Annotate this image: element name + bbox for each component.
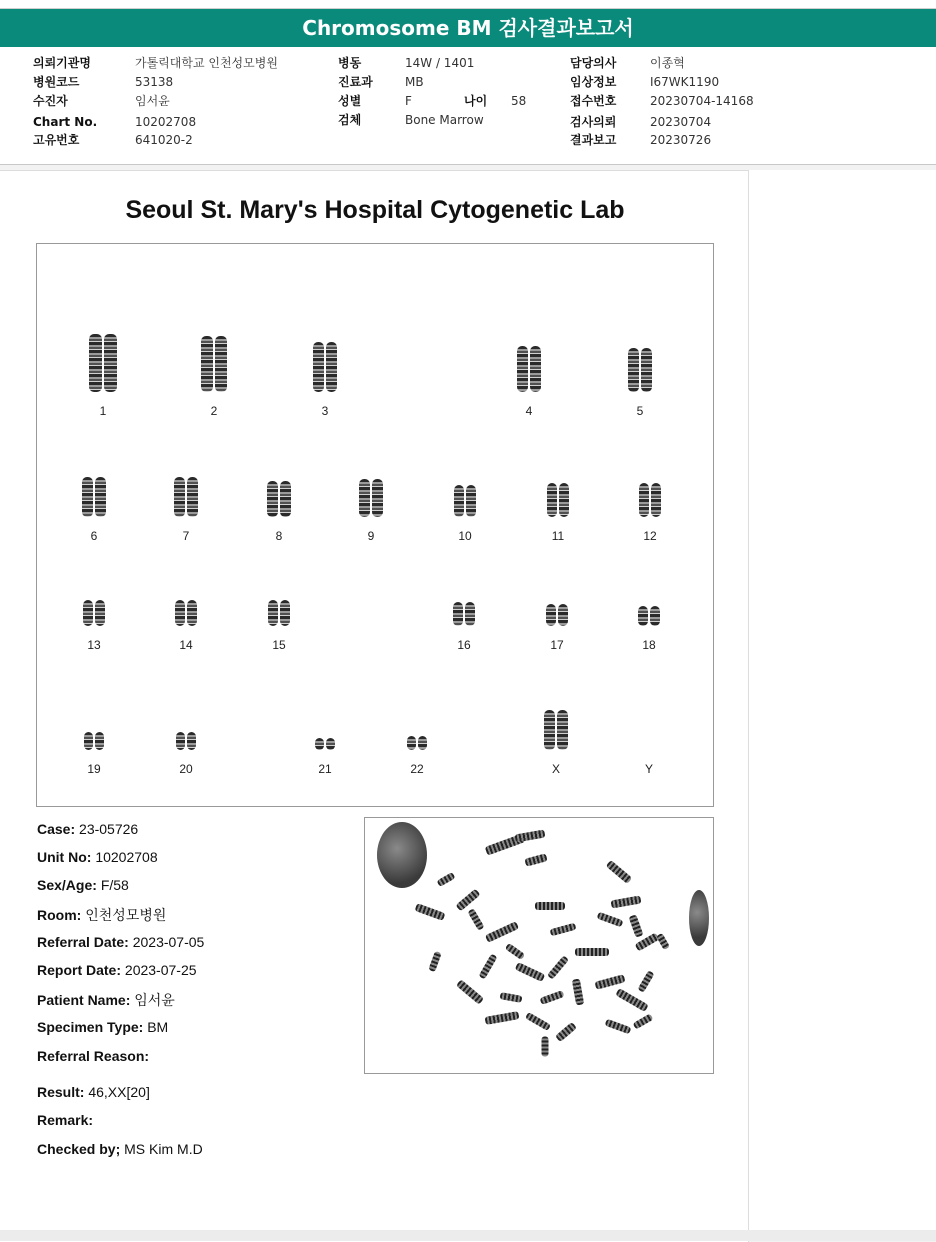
metaphase-chromosome <box>467 908 484 931</box>
chromosome-12-b <box>651 483 661 517</box>
patient-info-panel <box>0 47 936 165</box>
info-value: 58 <box>511 94 527 108</box>
info-row: 수진자 <box>33 94 68 108</box>
metaphase-chromosome <box>525 1012 551 1031</box>
chromosome-1-a <box>89 334 102 392</box>
bottom-edge <box>0 1230 936 1241</box>
chromosome-21-b <box>326 738 335 750</box>
top-edge <box>0 0 936 9</box>
metaphase-chromosome <box>542 1037 549 1057</box>
chromosome-5-a <box>628 348 639 392</box>
sex-age-field: Sex/Age: F/58 <box>37 877 129 893</box>
info-value: 20230704 <box>650 115 712 129</box>
chromosome-14-b <box>187 600 197 626</box>
chromosome-22-b <box>418 736 427 750</box>
chromosome-21-a <box>315 738 324 750</box>
chromosome-20-b <box>187 732 196 750</box>
chromosome-16-a <box>453 602 463 626</box>
info-value: I67WK1190 <box>650 75 720 89</box>
patient-name-field: Patient Name: 임서윤 <box>37 992 175 1008</box>
info-row: 병동 <box>338 56 362 70</box>
chromosome-8-b <box>280 481 291 517</box>
case-field: Case: 23-05726 <box>37 821 139 837</box>
chromosome-label: 9 <box>367 529 375 543</box>
chromosome-14-a <box>175 600 185 626</box>
referral-reason-field: Referral Reason: <box>37 1048 150 1064</box>
metaphase-chromosome <box>478 953 497 979</box>
metaphase-chromosome <box>572 979 584 1006</box>
metaphase-chromosome <box>633 1013 654 1029</box>
chromosome-label: 19 <box>87 762 101 776</box>
chromosome-label: 5 <box>636 404 644 418</box>
checked-by-field: Checked by; MS Kim M.D <box>37 1141 203 1157</box>
chromosome-label: 7 <box>182 529 190 543</box>
chromosome-7-a <box>174 477 185 517</box>
metaphase-chromosome <box>500 992 523 1003</box>
metaphase-chromosome <box>455 889 480 912</box>
metaphase-chromosome <box>436 872 455 887</box>
info-row: 검체 <box>338 113 362 127</box>
chromosome-3-a <box>313 342 324 392</box>
metaphase-chromosome <box>505 943 525 960</box>
info-value: 641020-2 <box>135 133 193 147</box>
chromosome-label: 15 <box>272 638 286 652</box>
info-row: 나이 <box>464 94 488 108</box>
info-value: F <box>405 94 412 108</box>
karyotype-panel <box>36 243 714 807</box>
chromosome-label: Y <box>644 762 653 776</box>
metaphase-chromosome <box>535 902 565 910</box>
chromosome-label: 18 <box>642 638 656 652</box>
metaphase-chromosome <box>628 914 643 937</box>
chromosome-6-a <box>82 477 93 517</box>
referral-date-field: Referral Date: 2023-07-05 <box>37 934 205 950</box>
result-field: Result: 46,XX[20] <box>37 1084 150 1100</box>
chromosome-10-a <box>454 485 464 517</box>
chromosome-label: 3 <box>321 404 329 418</box>
chromosome-label: 12 <box>643 529 657 543</box>
chromosome-18-a <box>638 606 648 626</box>
chromosome-label: 20 <box>179 762 193 776</box>
chromosome-18-b <box>650 606 660 626</box>
info-row: Chart No. <box>33 115 98 129</box>
chromosome-11-b <box>559 483 569 517</box>
chromosome-9-a <box>359 479 370 517</box>
metaphase-chromosome <box>485 921 519 943</box>
nucleus <box>689 890 709 946</box>
chromosome-19-b <box>95 732 104 750</box>
info-value: 10202708 <box>135 115 197 129</box>
metaphase-chromosome <box>656 933 670 950</box>
chromosome-17-a <box>546 604 556 626</box>
chromosome-label: 2 <box>210 404 218 418</box>
nucleus <box>377 822 427 888</box>
info-row <box>33 55 91 71</box>
metaphase-chromosome <box>605 1019 632 1034</box>
metaphase-chromosome <box>428 951 441 972</box>
info-row: 검사의뢰 <box>570 115 617 129</box>
chromosome-label: 14 <box>179 638 193 652</box>
info-row: 진료과 <box>338 75 373 89</box>
chromosome-label: 13 <box>87 638 101 652</box>
metaphase-chromosome <box>611 895 642 908</box>
info-row: 병원코드 <box>33 75 80 89</box>
chromosome-10-b <box>466 485 476 517</box>
room-field: Room: 인천성모병원 <box>37 907 167 923</box>
chromosome-6-b <box>95 477 106 517</box>
info-value: Bone Marrow <box>405 113 484 127</box>
chromosome-label: 17 <box>550 638 564 652</box>
chromosome-label: 16 <box>457 638 471 652</box>
metaphase-image <box>364 817 714 1074</box>
chromosome-17-b <box>558 604 568 626</box>
report-title: Chromosome BM 검사결과보고서 <box>302 16 634 40</box>
chromosome-x-a <box>544 710 555 750</box>
info-row: 성별 <box>338 94 362 108</box>
metaphase-chromosome <box>456 979 484 1004</box>
report-date-field: Report Date: 2023-07-25 <box>37 962 197 978</box>
info-row: 고유번호 <box>33 133 80 147</box>
chromosome-2-a <box>201 336 213 392</box>
metaphase-chromosome <box>547 955 569 979</box>
chromosome-12-a <box>639 483 649 517</box>
info-row: 결과보고 <box>570 133 617 147</box>
chromosome-x-b <box>557 710 568 750</box>
metaphase-chromosome <box>597 912 624 927</box>
metaphase-chromosome <box>485 1011 520 1025</box>
chromosome-16-b <box>465 602 475 626</box>
info-value: 20230704-14168 <box>650 94 754 108</box>
chromosome-label: 10 <box>458 529 472 543</box>
info-value: 14W / 1401 <box>405 56 475 70</box>
chromosome-5-b <box>641 348 652 392</box>
chromosome-label: 21 <box>318 762 332 776</box>
remark-field: Remark: <box>37 1112 94 1128</box>
lab-title: Seoul St. Mary's Hospital Cytogenetic Lab <box>125 196 625 224</box>
chromosome-label: 4 <box>525 404 533 418</box>
chromosome-label: 11 <box>551 529 565 543</box>
chromosome-15-b <box>280 600 290 626</box>
chromosome-label: 6 <box>90 529 98 543</box>
metaphase-chromosome <box>594 974 625 989</box>
info-value: 이종혁 <box>650 56 685 70</box>
chromosome-11-a <box>547 483 557 517</box>
chromosome-19-a <box>84 732 93 750</box>
metaphase-chromosome <box>637 970 654 993</box>
chromosome-1-b <box>104 334 117 392</box>
chromosome-3-b <box>326 342 337 392</box>
chromosome-22-a <box>407 736 416 750</box>
chromosome-4-a <box>517 346 528 392</box>
metaphase-chromosome <box>555 1022 577 1042</box>
metaphase-chromosome <box>515 829 546 842</box>
info-value: 임서윤 <box>135 94 170 108</box>
chromosome-7-b <box>187 477 198 517</box>
chromosome-2-b <box>215 336 227 392</box>
chromosome-label: X <box>551 762 560 776</box>
chromosome-label: 8 <box>275 529 283 543</box>
chromosome-9-b <box>372 479 383 517</box>
chromosome-8-a <box>267 481 278 517</box>
unit-no-field: Unit No: 10202708 <box>37 849 158 865</box>
chromosome-13-a <box>83 600 93 626</box>
info-row: 담당의사 <box>570 56 617 70</box>
report-banner <box>0 9 936 47</box>
chromosome-4-b <box>530 346 541 392</box>
chromosome-20-a <box>176 732 185 750</box>
info-value: 20230726 <box>650 133 712 147</box>
chromosome-13-b <box>95 600 105 626</box>
info-value: 53138 <box>135 75 174 89</box>
info-row: 접수번호 <box>570 94 617 108</box>
chromosome-label: 1 <box>99 404 107 418</box>
metaphase-chromosome <box>575 948 609 956</box>
right-margin <box>749 170 936 1230</box>
metaphase-chromosome <box>550 923 577 936</box>
metaphase-chromosome <box>540 990 565 1005</box>
metaphase-chromosome <box>606 860 633 884</box>
specimen-type-field: Specimen Type: BM <box>37 1019 169 1035</box>
info-label: 의뢰기관명 <box>33 56 91 70</box>
chromosome-15-a <box>268 600 278 626</box>
metaphase-chromosome <box>515 962 546 982</box>
info-row: 임상정보 <box>570 75 617 89</box>
metaphase-chromosome <box>524 853 547 866</box>
metaphase-chromosome <box>415 903 446 921</box>
info-value: MB <box>405 75 424 89</box>
info-value: 가톨릭대학교 인천성모병원 <box>135 56 278 70</box>
chromosome-label: 22 <box>410 762 424 776</box>
